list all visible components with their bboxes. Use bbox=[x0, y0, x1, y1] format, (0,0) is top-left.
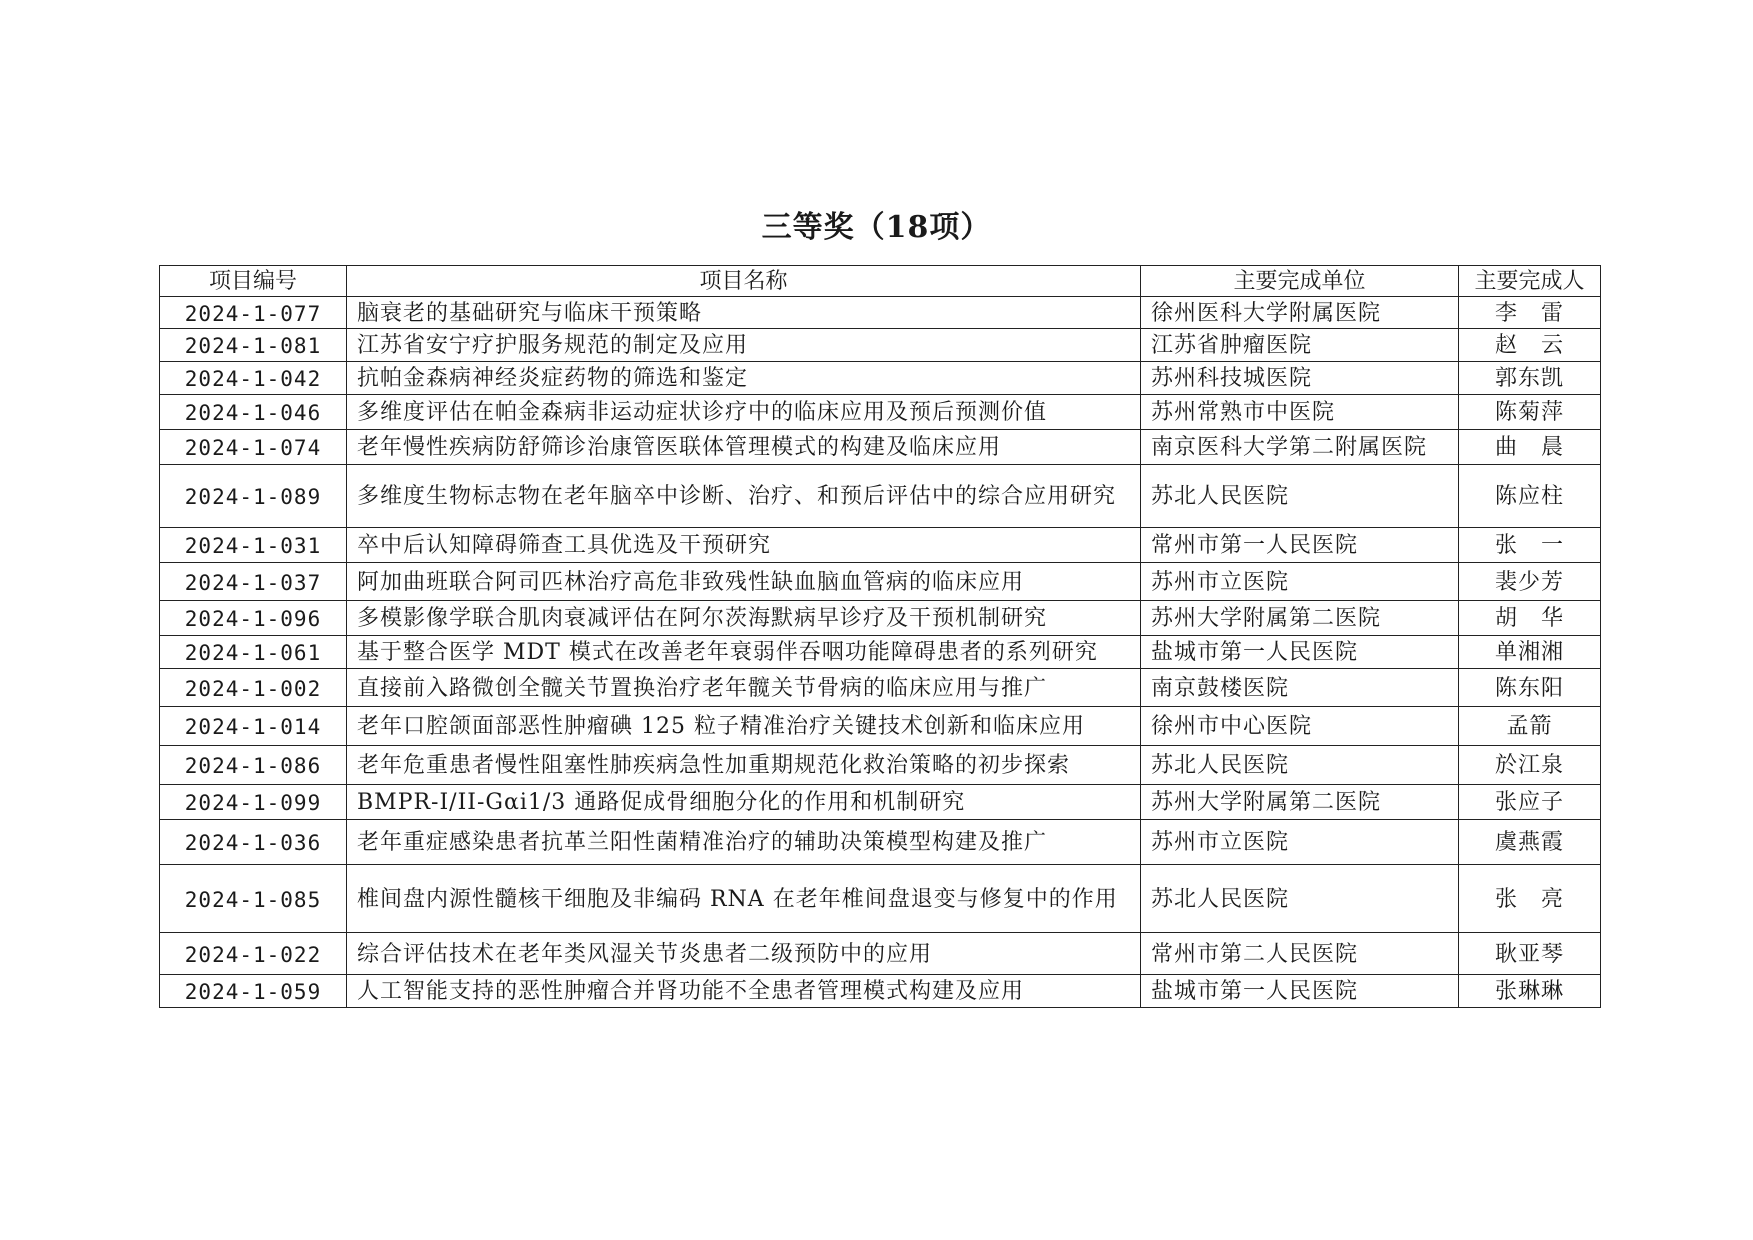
table-row bbox=[160, 785, 1601, 820]
project-id-cell: 2024-1-089 bbox=[160, 465, 347, 528]
project-name-cell: 老年口腔颌面部恶性肿瘤碘 125 粒子精准治疗关键技术创新和临床应用 bbox=[347, 707, 1141, 746]
project-id-cell: 2024-1-096 bbox=[160, 601, 347, 636]
unit-cell: 常州市第一人民医院 bbox=[1141, 528, 1459, 563]
project-name-cell: BMPR-I/II-Gαi1/3 通路促成骨细胞分化的作用和机制研究 bbox=[347, 785, 1141, 820]
project-name-cell: 抗帕金森病神经炎症药物的筛选和鉴定 bbox=[347, 362, 1141, 395]
project-name-cell: 老年重症感染患者抗革兰阳性菌精准治疗的辅助决策模型构建及推广 bbox=[347, 820, 1141, 865]
project-name-cell: 综合评估技术在老年类风湿关节炎患者二级预防中的应用 bbox=[347, 933, 1141, 975]
person-cell: 张 一 bbox=[1459, 528, 1601, 563]
page-title: 三等奖（18项） bbox=[761, 210, 992, 245]
project-id-cell: 2024-1-022 bbox=[160, 933, 347, 975]
person-cell: 曲 晨 bbox=[1459, 430, 1601, 465]
person-cell: 赵 云 bbox=[1459, 329, 1601, 362]
unit-cell: 苏北人民医院 bbox=[1141, 746, 1459, 785]
unit-cell: 江苏省肿瘤医院 bbox=[1141, 329, 1459, 362]
project-id-cell: 2024-1-046 bbox=[160, 395, 347, 430]
table-row bbox=[160, 528, 1601, 563]
unit-cell: 苏北人民医院 bbox=[1141, 865, 1459, 933]
project-name-cell: 阿加曲班联合阿司匹林治疗高危非致残性缺血脑血管病的临床应用 bbox=[347, 563, 1141, 601]
person-cell: 陈东阳 bbox=[1459, 669, 1601, 707]
person-cell: 裴少芳 bbox=[1459, 563, 1601, 601]
table-row bbox=[160, 746, 1601, 785]
person-cell: 张应子 bbox=[1459, 785, 1601, 820]
project-id-cell: 2024-1-042 bbox=[160, 362, 347, 395]
unit-cell: 盐城市第一人民医院 bbox=[1141, 975, 1459, 1008]
project-id-cell: 2024-1-031 bbox=[160, 528, 347, 563]
table-row bbox=[160, 395, 1601, 430]
person-cell: 单湘湘 bbox=[1459, 636, 1601, 669]
person-cell: 陈菊萍 bbox=[1459, 395, 1601, 430]
project-name-cell: 老年危重患者慢性阻塞性肺疾病急性加重期规范化救治策略的初步探索 bbox=[347, 746, 1141, 785]
table-row bbox=[160, 297, 1601, 329]
header-main-unit: 主要完成单位 bbox=[1141, 266, 1459, 297]
person-cell: 李 雷 bbox=[1459, 297, 1601, 329]
project-name-cell: 脑衰老的基础研究与临床干预策略 bbox=[347, 297, 1141, 329]
table-header-row bbox=[160, 266, 1601, 297]
project-name-cell: 直接前入路微创全髋关节置换治疗老年髋关节骨病的临床应用与推广 bbox=[347, 669, 1141, 707]
header-main-person: 主要完成人 bbox=[1459, 266, 1601, 297]
award-table bbox=[159, 265, 1601, 1008]
table-row bbox=[160, 563, 1601, 601]
person-cell: 孟箭 bbox=[1459, 707, 1601, 746]
unit-cell: 南京医科大学第二附属医院 bbox=[1141, 430, 1459, 465]
header-project-id: 项目编号 bbox=[160, 266, 347, 297]
unit-cell: 苏北人民医院 bbox=[1141, 465, 1459, 528]
project-id-cell: 2024-1-074 bbox=[160, 430, 347, 465]
table-row bbox=[160, 707, 1601, 746]
person-cell: 耿亚琴 bbox=[1459, 933, 1601, 975]
unit-cell: 徐州医科大学附属医院 bbox=[1141, 297, 1459, 329]
unit-cell: 苏州大学附属第二医院 bbox=[1141, 785, 1459, 820]
table-row bbox=[160, 975, 1601, 1008]
person-cell: 郭东凯 bbox=[1459, 362, 1601, 395]
project-id-cell: 2024-1-002 bbox=[160, 669, 347, 707]
person-cell: 张琳琳 bbox=[1459, 975, 1601, 1008]
person-cell: 张 亮 bbox=[1459, 865, 1601, 933]
header-project-name: 项目名称 bbox=[347, 266, 1141, 297]
table-row bbox=[160, 362, 1601, 395]
table-row bbox=[160, 636, 1601, 669]
project-id-cell: 2024-1-036 bbox=[160, 820, 347, 865]
table-row bbox=[160, 465, 1601, 528]
project-id-cell: 2024-1-061 bbox=[160, 636, 347, 669]
project-name-cell: 老年慢性疾病防舒筛诊治康管医联体管理模式的构建及临床应用 bbox=[347, 430, 1141, 465]
project-name-cell: 卒中后认知障碍筛查工具优选及干预研究 bbox=[347, 528, 1141, 563]
unit-cell: 徐州市中心医院 bbox=[1141, 707, 1459, 746]
unit-cell: 苏州市立医院 bbox=[1141, 820, 1459, 865]
project-id-cell: 2024-1-077 bbox=[160, 297, 347, 329]
project-id-cell: 2024-1-014 bbox=[160, 707, 347, 746]
table-row bbox=[160, 865, 1601, 933]
person-cell: 虞燕霞 bbox=[1459, 820, 1601, 865]
unit-cell: 苏州市立医院 bbox=[1141, 563, 1459, 601]
unit-cell: 盐城市第一人民医院 bbox=[1141, 636, 1459, 669]
project-id-cell: 2024-1-059 bbox=[160, 975, 347, 1008]
table-row bbox=[160, 933, 1601, 975]
project-id-cell: 2024-1-081 bbox=[160, 329, 347, 362]
project-id-cell: 2024-1-099 bbox=[160, 785, 347, 820]
person-cell: 陈应柱 bbox=[1459, 465, 1601, 528]
project-name-cell: 椎间盘内源性髓核干细胞及非编码 RNA 在老年椎间盘退变与修复中的作用 bbox=[347, 865, 1141, 933]
project-name-cell: 基于整合医学 MDT 模式在改善老年衰弱伴吞咽功能障碍患者的系列研究 bbox=[347, 636, 1141, 669]
unit-cell: 南京鼓楼医院 bbox=[1141, 669, 1459, 707]
project-id-cell: 2024-1-085 bbox=[160, 865, 347, 933]
project-name-cell: 人工智能支持的恶性肿瘤合并肾功能不全患者管理模式构建及应用 bbox=[347, 975, 1141, 1008]
table-row bbox=[160, 820, 1601, 865]
unit-cell: 苏州大学附属第二医院 bbox=[1141, 601, 1459, 636]
table-row bbox=[160, 329, 1601, 362]
project-name-cell: 多维度生物标志物在老年脑卒中诊断、治疗、和预后评估中的综合应用研究 bbox=[347, 465, 1141, 528]
unit-cell: 常州市第二人民医院 bbox=[1141, 933, 1459, 975]
table-row bbox=[160, 601, 1601, 636]
project-name-cell: 多维度评估在帕金森病非运动症状诊疗中的临床应用及预后预测价值 bbox=[347, 395, 1141, 430]
unit-cell: 苏州科技城医院 bbox=[1141, 362, 1459, 395]
person-cell: 胡 华 bbox=[1459, 601, 1601, 636]
project-name-cell: 多模影像学联合肌肉衰减评估在阿尔茨海默病早诊疗及干预机制研究 bbox=[347, 601, 1141, 636]
project-name-cell: 江苏省安宁疗护服务规范的制定及应用 bbox=[347, 329, 1141, 362]
project-id-cell: 2024-1-086 bbox=[160, 746, 347, 785]
person-cell: 於江泉 bbox=[1459, 746, 1601, 785]
table-row bbox=[160, 669, 1601, 707]
table-row bbox=[160, 430, 1601, 465]
unit-cell: 苏州常熟市中医院 bbox=[1141, 395, 1459, 430]
project-id-cell: 2024-1-037 bbox=[160, 563, 347, 601]
